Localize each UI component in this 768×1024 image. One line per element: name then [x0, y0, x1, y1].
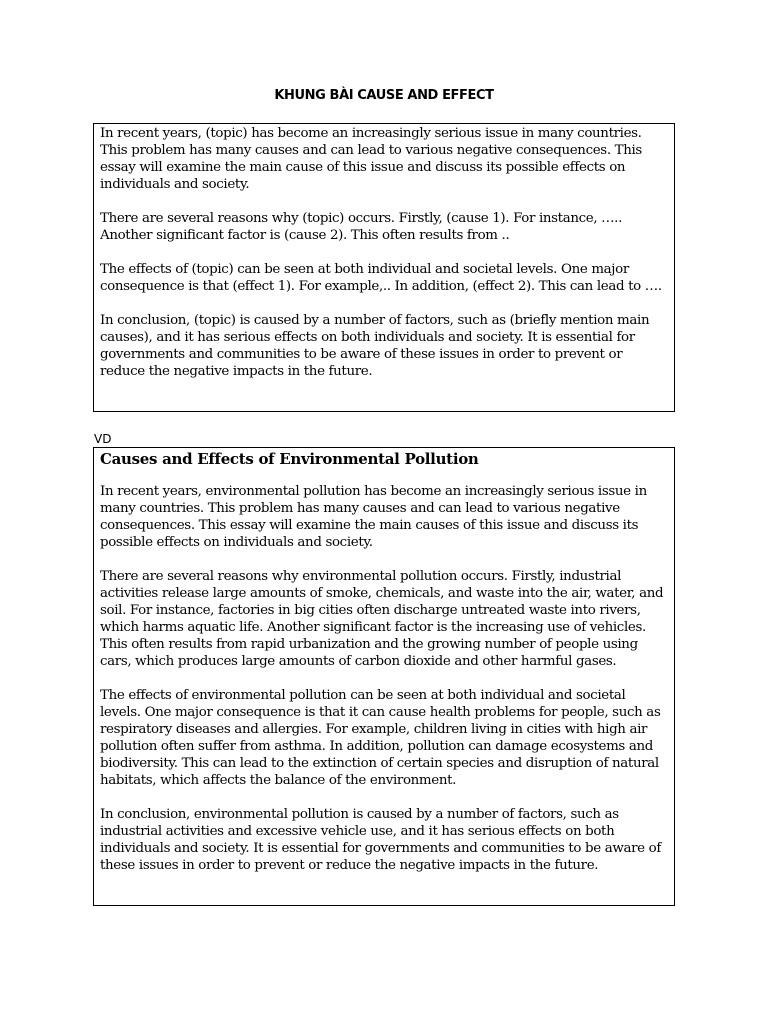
- example-box: [93, 447, 675, 906]
- template-intro-paragraph: In recent years, (topic) has become an increasingly serious issue in many countries. This problem has many causes and can lead to various negative consequences. This essay will examine the main cause of this issue and discuss its possible effects on individuals and society.: [100, 126, 642, 192]
- example-intro-paragraph: In recent years, environmental pollution has become an increasingly serious issue in many countries. This problem has many causes and can lead to various negative consequences. This essay will examine the main causes of this issue and discuss its possible effects on individuals and society.: [100, 484, 647, 550]
- template-box: [93, 123, 675, 412]
- example-label: VD: [94, 432, 112, 446]
- template-causes-paragraph: There are several reasons why (topic) occurs. Firstly, (cause 1). For instance, ….. Another significant factor is (cause 2). This often results from ..: [100, 211, 622, 243]
- example-effects-paragraph: The effects of environmental pollution can be seen at both individual and societal levels. One major consequence is that it can cause health problems for people, such as respiratory diseases and allergies. For example, children living in cities with high air pollution often suffer from asthma. In addition, pollution can damage ecosystems and biodiversity. This can lead to the extinction of certain species and disruption of natural habitats, which affects the balance of the environment.: [100, 688, 661, 788]
- example-conclusion-paragraph: In conclusion, environmental pollution is caused by a number of factors, such as industrial activities and excessive vehicle use, and it has serious effects on both individuals and society. It is essential for governments and communities to be aware of these issues in order to prevent or reduce the negative impacts in the future.: [100, 807, 661, 873]
- template-conclusion-paragraph: In conclusion, (topic) is caused by a number of factors, such as (briefly mention main causes), and it has serious effects on both individuals and society. It is essential for governments and communities to be aware of these issues in order to prevent or reduce the negative impacts in the future.: [100, 313, 650, 379]
- example-causes-paragraph: There are several reasons why environmental pollution occurs. Firstly, industrial activities release large amounts of smoke, chemicals, and waste into the air, water, and soil. For instance, factories in big cities often discharge untreated waste into rivers, which harms aquatic life. Another significant factor is the increasing use of vehicles. This often results from rapid urbanization and the growing number of people using cars, which produces large amounts of carbon dioxide and other harmful gases.: [100, 569, 664, 669]
- example-heading: Causes and Effects of Environmental Pollution: [100, 450, 479, 468]
- template-effects-paragraph: The effects of (topic) can be seen at both individual and societal levels. One major consequence is that (effect 1). For example,.. In addition, (effect 2). This can lead to ….: [100, 262, 662, 294]
- page-title: KHUNG BÀI CAUSE AND EFFECT: [274, 88, 494, 103]
